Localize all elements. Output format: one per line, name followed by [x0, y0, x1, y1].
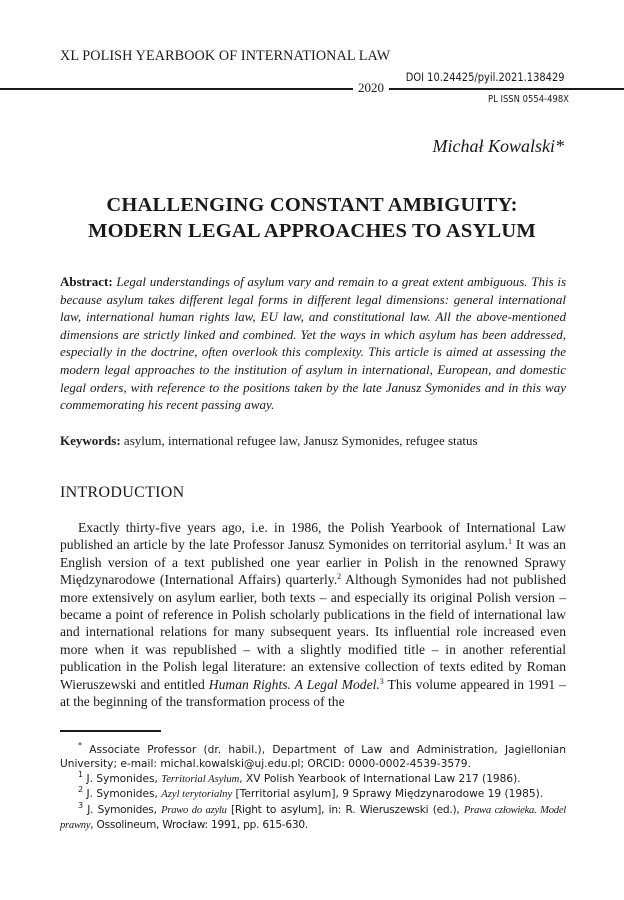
footnote-ref-2[interactable]: 2 [337, 572, 342, 582]
abstract-label: Abstract: [60, 274, 113, 289]
keywords-text: asylum, international refugee law, Janusz Symonides, refugee status [123, 433, 478, 448]
footnotes [60, 743, 566, 833]
footnote-title: Prawa człowieka. Model prawny [60, 804, 566, 832]
footnote-title: Territorial Asylum [161, 773, 240, 785]
footnote-ref-1[interactable]: 1 [508, 537, 512, 547]
footnote-ref-3[interactable]: 3 [379, 676, 384, 686]
article-title-line-2: MODERN LEGAL APPROACHES TO ASYLUM [88, 220, 536, 242]
article-title [60, 192, 564, 244]
keywords [60, 432, 566, 449]
footnote-text: J. Symonides, [83, 788, 162, 801]
journal-title: XL POLISH YEARBOOK OF INTERNATIONAL LAW [60, 48, 391, 64]
footnote-marker: 3 [78, 800, 83, 810]
article-title-line-1: CHALLENGING CONSTANT AMBIGUITY: [106, 194, 518, 216]
footnote-text: J. Symonides, [82, 803, 162, 816]
footnote-marker: 2 [78, 785, 84, 795]
footnote-text: [Right to asylum], in: R. Wieruszewski (ed.), [226, 803, 464, 816]
footnote-2 [60, 787, 566, 802]
footnote-rule [60, 730, 161, 732]
footnote-title: Prawo do azylu [161, 804, 227, 816]
footnote-title: Azyl terytorialny [161, 789, 233, 801]
abstract [60, 273, 566, 414]
footnote-text: , Ossolineum, Wrocław: 1991, pp. 615-630. [90, 819, 308, 832]
footnote-marker: 1 [78, 769, 84, 779]
body-text [60, 519, 566, 710]
footnote-text: J. Symonides, [83, 772, 162, 785]
footnote-text: Associate Professor (dr. habil.), Department of Law and Administration, Jagiellonian University; e-mail: michal.kowalski@uj.edu.pl; ORCID: 0000-0002-4539-3579. [60, 744, 566, 771]
header-rule [0, 88, 624, 90]
footnote-author [60, 743, 566, 772]
abstract-text: Legal understandings of asylum vary and remain to a great extent ambiguous. This is because asylum takes different legal forms in different legal dimensions: general international law, international human rights law, EU law, and constitutional law. All the above-mentioned dimensions are strictly linked and combined. Yet the ways in which asylum has been addressed, especially in the doctrine, often overlook this complexity. This article is aimed at assessing the modern legal approaches to the institution of asylum in international, European, and domestic legal orders, with reference to the positions taken by the late Janusz Symonides and in this way commemorating his recent passing away. [60, 274, 566, 413]
body-text-segment: It was an English version of a text published one year earlier in Polish in the renowned Sprawy Międzynarodowe (International Affairs) quarterly. [60, 537, 566, 588]
body-text-segment: Although Symonides had not published more extensively on asylum earlier, both texts – and especially its original Polish version – became a point of reference in Polish scholarly publications in the field of international law and international relations for many subsequent years. Its influential role increased even more when it was republished – with a slightly modified title – in another referential publication in the Polish legal literature: an extensive collection of texts edited by Roman Wieruszewski and entitled [60, 572, 566, 692]
book-title: Human Rights. A Legal Model. [208, 676, 380, 692]
doi: DOI 10.24425/pyil.2021.138429 [405, 70, 565, 84]
paragraph [60, 519, 566, 710]
footnote-1 [60, 769, 566, 787]
journal-year: 2020 [353, 80, 389, 96]
footnote-3 [60, 800, 566, 834]
keywords-label: Keywords: [60, 433, 121, 448]
author-name: Michał Kowalski* [432, 136, 564, 156]
body-text-segment: Exactly thirty-five years ago, i.e. in 1986, the Polish Yearbook of International Law published an article by the late Professor Janusz Symonides on territorial asylum. [60, 520, 566, 553]
footnote-marker: * [78, 741, 82, 750]
section-heading: INTRODUCTION [60, 484, 185, 501]
footnote-text: , XV Polish Yearbook of International Law 217 (1986). [239, 772, 521, 785]
issn: PL ISSN 0554-498X [488, 94, 569, 105]
footnote-text: [Territorial asylum], 9 Sprawy Międzynarodowe 19 (1985). [232, 788, 544, 801]
body-text-segment: This volume appeared in 1991 – at the beginning of the transformation process of the [60, 676, 566, 710]
